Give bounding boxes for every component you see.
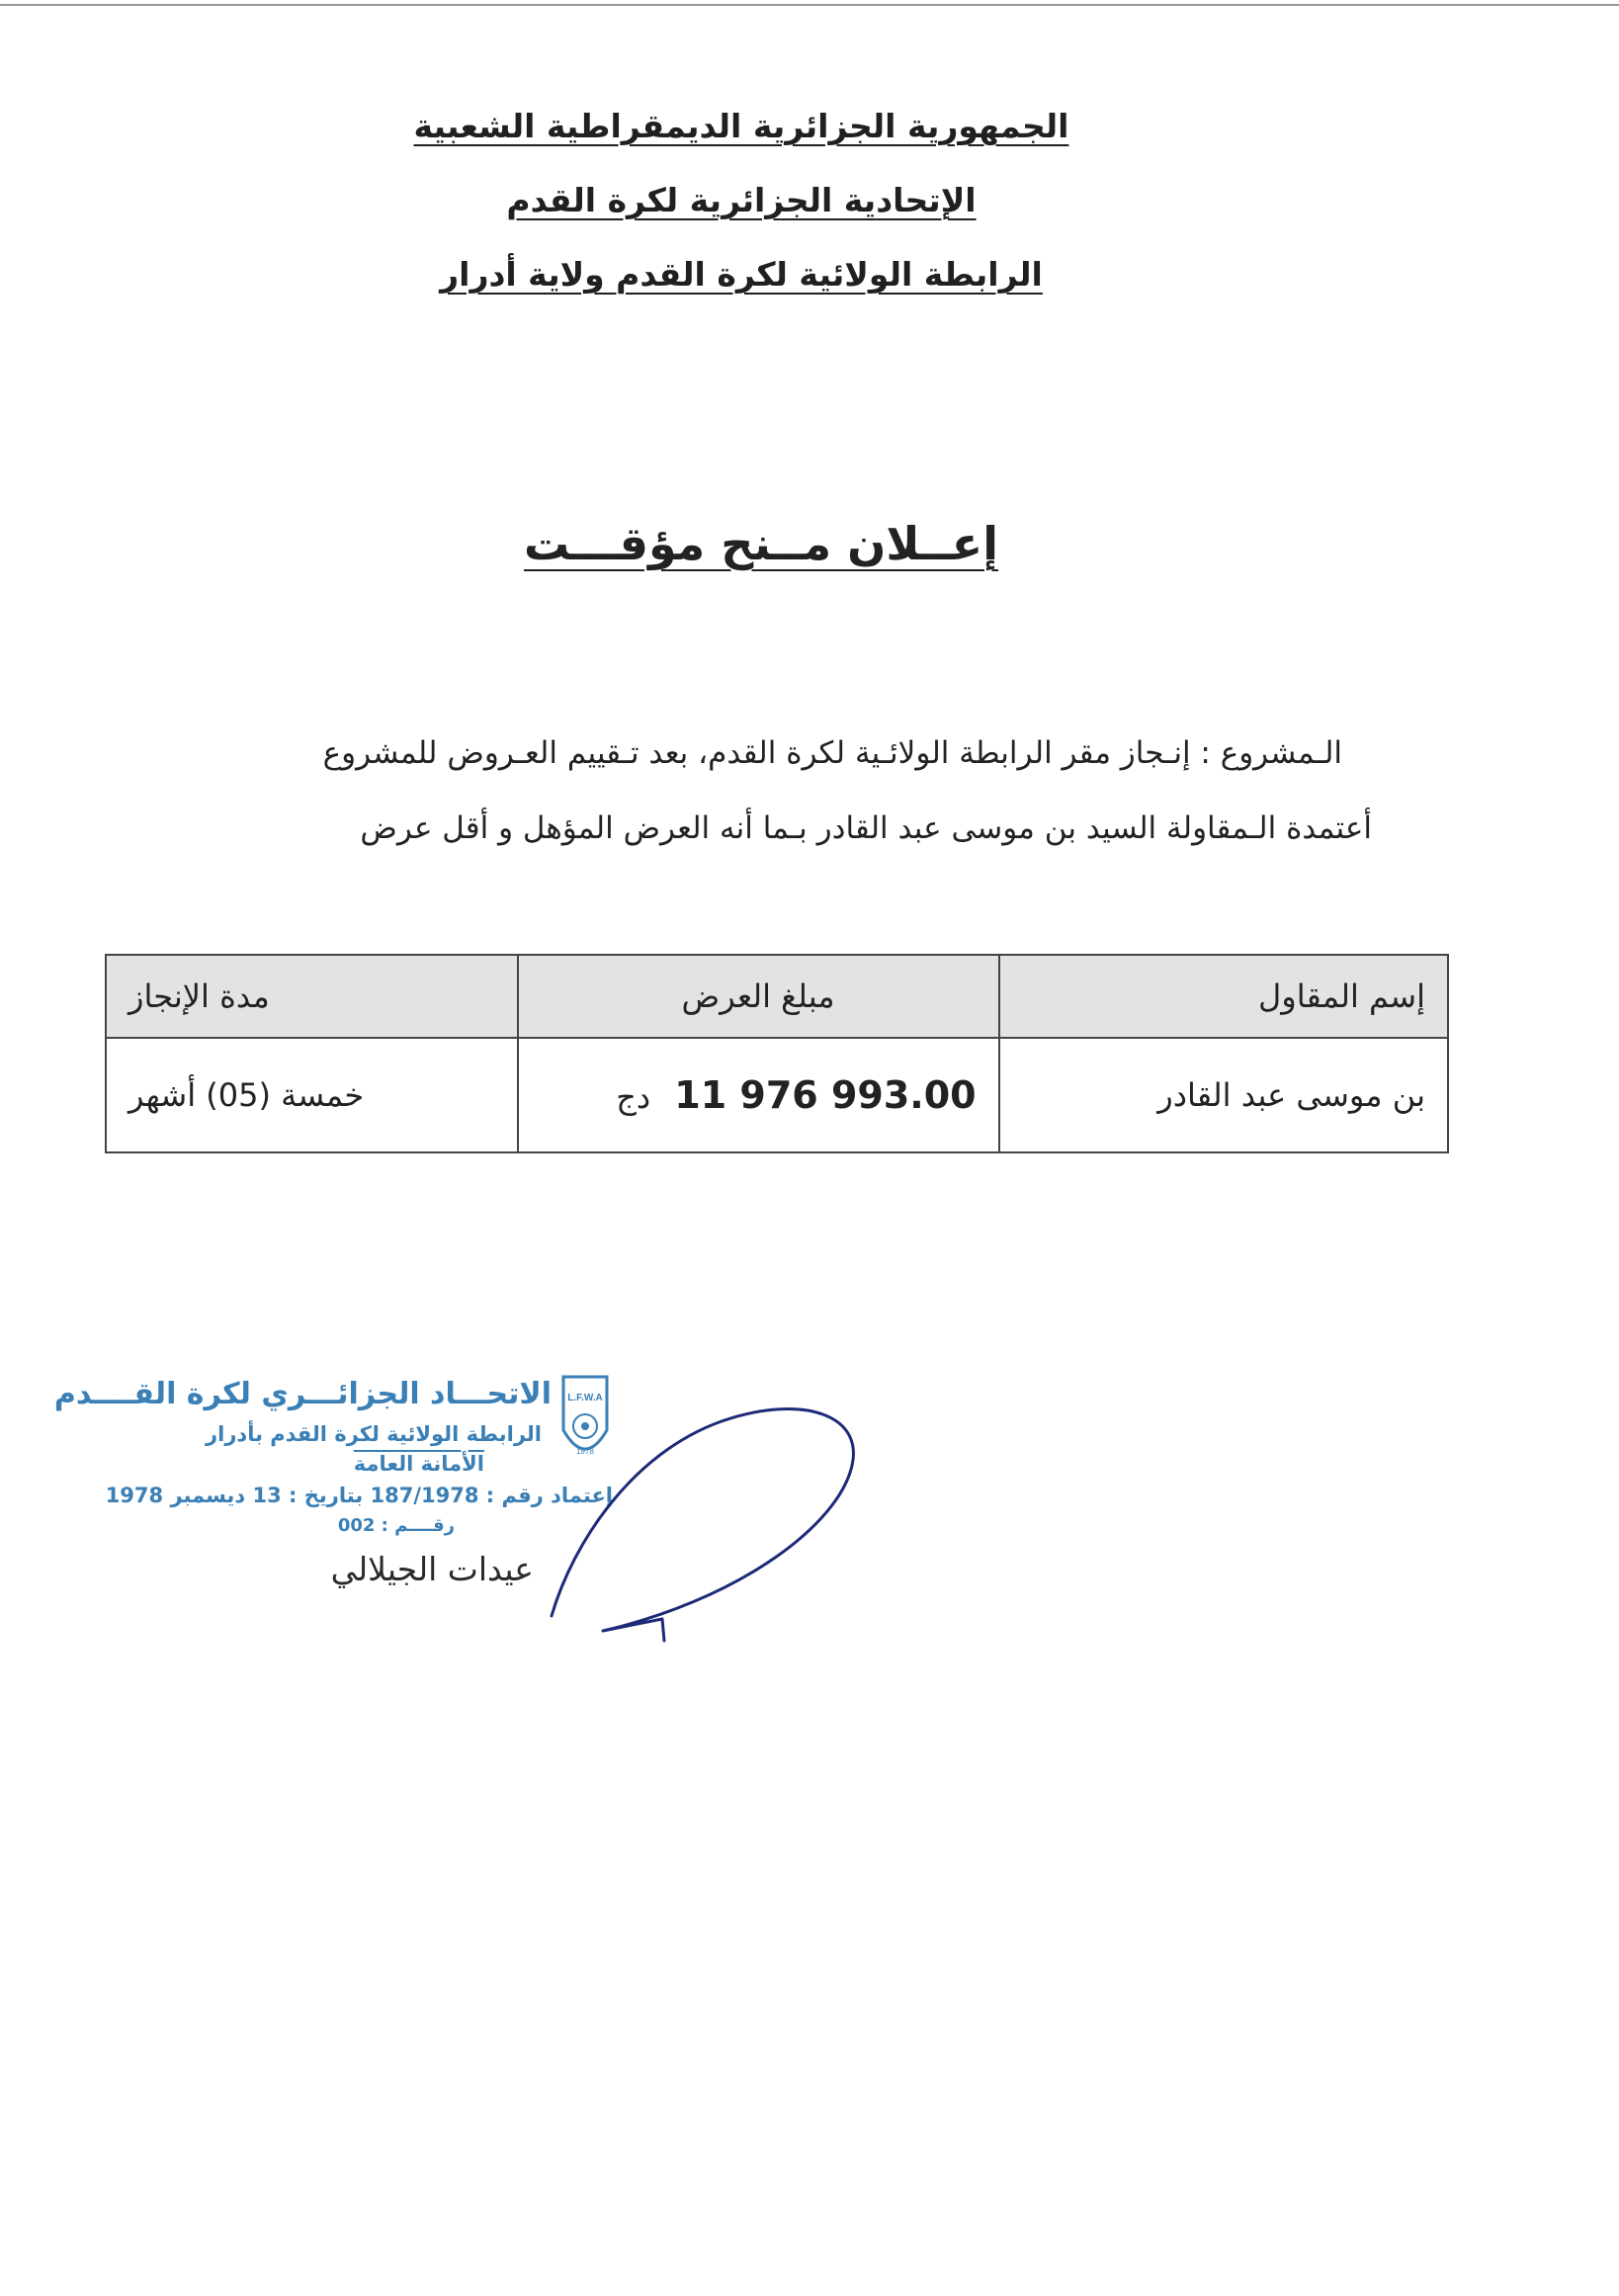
header-country: الجمهورية الجزائرية الديمقراطية الشعبية xyxy=(413,107,1069,145)
body-paragraph-line-1: الـمشروع : إنـجاز مقر الرابطة الولائـية لكرة القدم، بعد تـقييم العـروض للمشروع xyxy=(322,735,1342,771)
stamp-federation: الاتحـــاد الجزائـــري لكرة القــــدم xyxy=(53,1377,552,1411)
column-header-amount: مبلغ العرض xyxy=(518,955,999,1038)
stamp-secretariat: الأمانة العامة xyxy=(353,1452,484,1476)
header-federation: الإتحادية الجزائرية لكرة القدم xyxy=(506,181,977,219)
column-header-duration: مدة الإنجاز xyxy=(106,955,518,1038)
table-row xyxy=(106,1038,1448,1152)
award-table xyxy=(105,954,1449,1153)
signer-name: عيدات الجيلالي xyxy=(330,1550,534,1588)
cell-offer-amount xyxy=(518,1038,999,1152)
crest-year: 1978 xyxy=(576,1447,594,1456)
handwritten-signature xyxy=(534,1394,890,1660)
cell-duration: خمسة (05) أشهر xyxy=(106,1038,518,1152)
offer-amount-value: 11 976 993.00 xyxy=(674,1073,977,1117)
award-table-header-row xyxy=(106,955,1448,1038)
cell-contractor-name: بن موسى عبد القادر xyxy=(999,1038,1448,1152)
stamp-accreditation: إعتماد رقم : 187/1978 بتاريخ : 13 ديسمبر 1978 xyxy=(105,1484,613,1507)
stamp-league: الرابطة الولائية لكرة القدم بأدرار xyxy=(206,1422,542,1446)
page-title: إعــلان مــنح مؤقـــت xyxy=(523,517,998,570)
crest-text: L.F.W.A xyxy=(567,1393,603,1403)
stamp-number: رقــــم : 002 xyxy=(337,1515,455,1536)
column-header-contractor: إسم المقاول xyxy=(999,955,1448,1038)
offer-amount-currency: دج xyxy=(616,1078,651,1116)
header-league: الرابطة الولائية لكرة القدم ولاية أدرار xyxy=(440,255,1043,294)
body-paragraph-line-2: أعتمدة الـمقاولة السيد بن موسى عبد القادر بـما أنه العرض المؤهل و أقل عرض xyxy=(360,810,1372,846)
scan-edge-line xyxy=(0,4,1619,6)
